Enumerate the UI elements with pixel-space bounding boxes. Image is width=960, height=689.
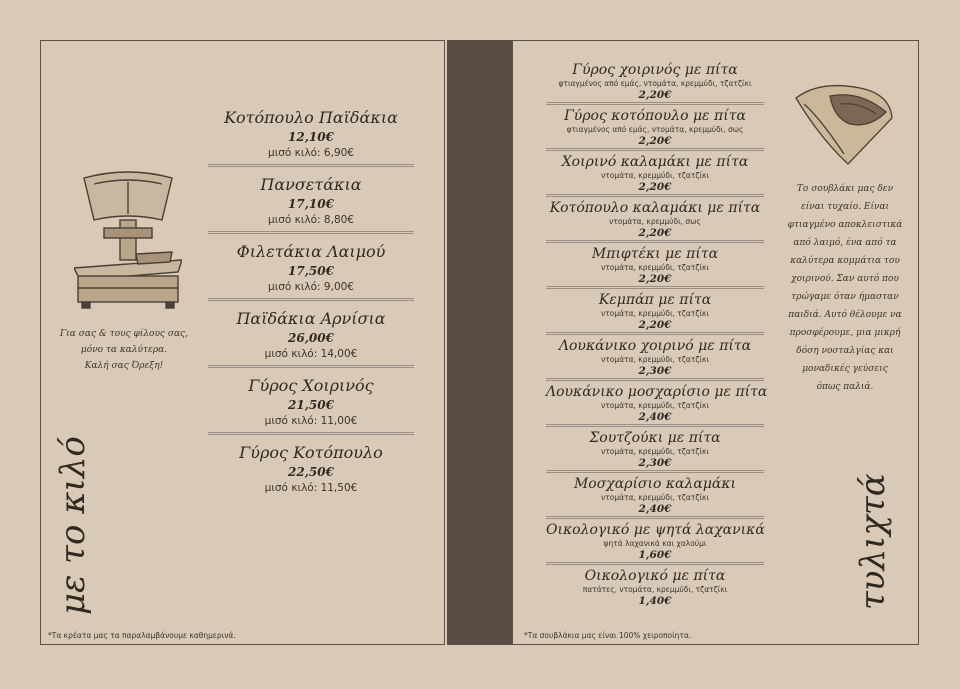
pita-item-name: Μοσχαρίσιο καλαμάκι [573,476,737,492]
pita-item-name: Λουκάνικο χοιρινό με πίτα [558,338,752,354]
note-line: Το σουβλάκι μας δεν [796,184,894,194]
pita-item-name: Γύρος χοιρινός με πίτα [572,62,738,78]
note-line: όπως παλιά. [816,382,874,392]
pita-item-price: 2,20€ [638,227,672,239]
note-line: είναι τυχαίο. Είναι [800,202,890,212]
kilo-menu-list [208,108,414,507]
pita-item-price: 2,30€ [638,457,672,469]
kilo-item-half-price: μισό κιλό: 14,00€ [264,348,358,360]
pita-item-name: Μπιφτέκι με πίτα [591,246,719,262]
kilo-item-price: 22,50€ [288,465,334,479]
kilo-item-name: Παϊδάκια Αρνίσια [236,309,386,328]
pita-item-description: ντομάτα, κρεμμύδι, τζατζίκι [601,263,709,272]
note-line: Για σας & τους φίλους σας, [60,329,188,339]
pita-item-price: 2,40€ [638,503,672,515]
kilo-item [208,175,414,234]
pita-item [546,200,764,243]
pita-item-name: Χοιρινό καλαμάκι με πίτα [561,154,749,170]
pita-item-price: 2,20€ [638,273,672,285]
pita-item-description: φτιαγμένος από εμάς, ντομάτα, κρεμμύδι, τζατζίκι [558,79,752,88]
pita-item-description: ντομάτα, κρεμμύδι, τζατζίκι [601,401,709,410]
kilo-item-price: 12,10€ [288,130,334,144]
pita-item [546,62,764,105]
kilo-item-half-price: μισό κιλό: 8,80€ [268,214,354,226]
pita-item-price: 2,20€ [638,89,672,101]
kilo-item [208,309,414,368]
gyros-wrap-illustration-icon [790,78,896,168]
pita-item-description: ντομάτα, κρεμμύδι, τζατζίκι [601,171,709,180]
pita-item [546,338,764,381]
note-line: προσφέρουμε, μια μικρή [789,328,901,338]
pita-item-description: ντομάτα, κρεμμύδι, τζατζίκι [601,309,709,318]
pita-item-description: ντομάτα, κρεμμύδι, τζατζίκι [601,355,709,364]
pita-item-description: ψητά λαχανικά και χαλούμι [603,539,707,548]
kilo-item-half-price: μισό κιλό: 6,90€ [268,147,354,159]
right-footnote: *Τα σουβλάκια μας είναι 100% χειροποίητα. [524,631,692,640]
note-line: παιδιά. Αυτό θέλουμε να [788,310,902,320]
kilo-item-half-price: μισό κιλό: 9,00€ [268,281,354,293]
scale-illustration-icon [74,168,182,313]
pita-item-description: ντομάτα, κρεμμύδι, τζατζίκι [601,493,709,502]
pita-item-name: Γύρος κοτόπουλο με πίτα [564,108,746,124]
kilo-item-name: Κοτόπουλο Παϊδάκια [224,108,398,127]
pita-item-description: ντομάτα, κρεμμύδι, τζατζίκι [601,447,709,456]
note-line: δόση νοσταλγίας και [796,346,894,356]
kilo-item [208,108,414,167]
pita-item-name: Οικολογικό με πίτα [584,568,726,584]
note-line: από λαιμό, ένα από τα [793,238,897,248]
pita-menu-list [546,62,768,614]
pita-item-price: 2,40€ [638,411,672,423]
note-line: φτιαγμένο αποκλειστικά [787,220,903,230]
note-line: μόνο τα καλύτερα. [80,345,168,355]
left-page-vertical-title [48,436,93,615]
pita-item-name: Οικολογικό με ψητά λαχανικά [546,522,765,538]
kilo-item-name: Φιλετάκια Λαιμού [236,242,386,261]
kilo-item [208,242,414,301]
kilo-item-price: 21,50€ [288,398,334,412]
left-page-note [54,326,194,374]
note-line: Καλή σας Όρεξη! [84,361,164,371]
pita-item [546,568,764,611]
kilo-item-name: Γύρος Χοιρινός [248,376,374,395]
kilo-item-price: 17,10€ [288,197,334,211]
kilo-item [208,376,414,435]
kilo-item [208,443,414,499]
pita-item [546,246,764,289]
pita-item [546,522,764,565]
pita-item-price: 2,20€ [638,181,672,193]
kilo-item-half-price: μισό κιλό: 11,50€ [264,482,358,494]
pita-item-name: Κοτόπουλο καλαμάκι με πίτα [549,200,761,216]
note-line: τρώγαμε όταν ήμασταν [791,292,899,302]
kilo-item-half-price: μισό κιλό: 11,00€ [264,415,358,427]
left-footnote: *Τα κρέατα μας τα παραλαμβάνουμε καθημερινά. [48,631,236,640]
pita-item-price: 2,30€ [638,365,672,377]
pita-item [546,108,764,151]
pita-item [546,384,768,427]
pita-item-name: Κεμπάπ με πίτα [598,292,712,308]
pita-item-description: πατάτες, ντομάτα, κρεμμύδι, τζατζίκι [582,585,728,594]
right-page-vertical-title [848,470,892,615]
pita-item [546,292,764,335]
vertical-title-text: τυλιχτά [853,473,893,610]
kilo-item-name: Πανσετάκια [260,175,362,194]
pita-item [546,154,764,197]
pita-item-price: 2,20€ [638,135,672,147]
note-line: καλύτερα κομμάτια του [790,256,900,266]
pita-item-description: φτιαγμένος από εμάς, ντομάτα, κρεμμύδι, σως [566,125,744,134]
pita-item-price: 2,20€ [638,319,672,331]
right-page-note [780,180,910,396]
pita-item-name: Λουκάνικο μοσχαρίσιο με πίτα [546,384,768,400]
note-line: μοναδικές γεύσεις [802,364,888,374]
kilo-item-name: Γύρος Κοτόπουλο [239,443,383,462]
kilo-item-price: 17,50€ [288,264,334,278]
pita-item [546,476,764,519]
pita-item-name: Σουτζούκι με πίτα [589,430,721,446]
vertical-title-text: με το κιλό [53,436,93,615]
pita-item [546,430,764,473]
note-line: χοιρινού. Σαν αυτό που [791,274,899,284]
menu-spine [447,40,512,645]
kilo-item-price: 26,00€ [288,331,334,345]
pita-item-price: 1,60€ [638,549,672,561]
pita-item-description: ντομάτα, κρεμμύδι, σως [609,217,701,226]
pita-item-price: 1,40€ [638,595,672,607]
